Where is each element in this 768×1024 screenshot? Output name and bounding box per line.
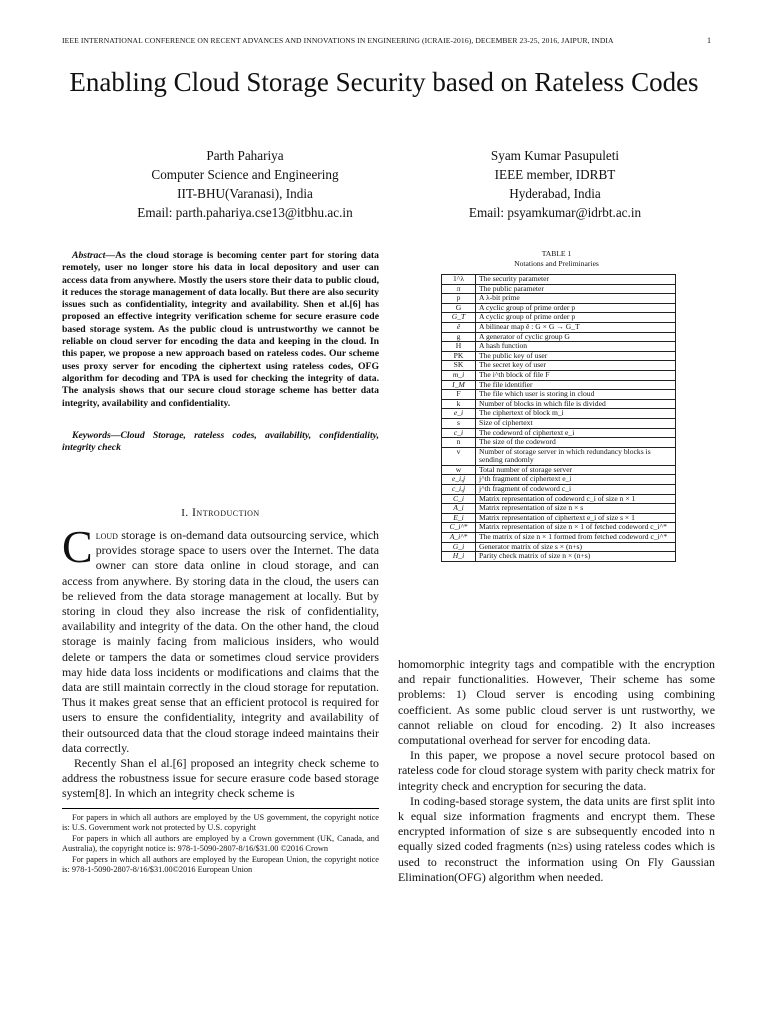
notation-symbol: c_i,j (442, 485, 476, 495)
notation-symbol: e_i,j (442, 475, 476, 485)
author-name: Parth Pahariya (206, 148, 284, 163)
notation-description: Generator matrix of size s × (n+s) (476, 542, 676, 552)
table-row (442, 552, 676, 562)
table-row (442, 332, 676, 342)
notation-symbol: 1^λ (442, 275, 476, 285)
table-row (442, 447, 676, 465)
notation-symbol: H (442, 342, 476, 352)
author-name: Syam Kumar Pasupuleti (490, 148, 620, 163)
notation-description: Number of storage server in which redundancy blocks is sending randomly (476, 447, 676, 465)
author-location: Hyderabad, India (509, 186, 601, 201)
notation-symbol: H_i (442, 552, 476, 562)
notation-symbol: p (442, 294, 476, 304)
notation-symbol: C_i (442, 494, 476, 504)
notation-symbol: SK (442, 361, 476, 371)
author-institution: IIT-BHU(Varanasi), India (177, 186, 313, 201)
table-row (442, 370, 676, 380)
notation-symbol: m_i (442, 370, 476, 380)
author-email: Email: psyamkumar@idrbt.ac.in (468, 205, 642, 220)
notation-symbol: G (442, 303, 476, 313)
author-email: Email: parth.pahariya.cse13@itbhu.ac.in (137, 205, 353, 220)
notation-description: j^th fragment of ciphertext e_i (476, 475, 676, 485)
table-row (442, 390, 676, 400)
notation-description: The i^th block of file F (476, 370, 676, 380)
notation-symbol: C_i^* (442, 523, 476, 533)
table-row (442, 504, 676, 514)
notation-description: A bilinear map ê : G × G → G_T (476, 322, 676, 332)
table-row (442, 409, 676, 419)
author-department: Computer Science and Engineering (151, 167, 339, 182)
keywords: Keywords—Cloud Storage, rateless codes, availability, confidentiality, integrity check (62, 430, 379, 454)
notation-symbol: g (442, 332, 476, 342)
notation-table (441, 274, 676, 562)
notation-description: The codeword of ciphertext e_i (476, 428, 676, 438)
page-number: 1 (707, 36, 711, 45)
notation-symbol: n (442, 438, 476, 448)
notation-symbol: G_T (442, 313, 476, 323)
table-row (442, 351, 676, 361)
notation-description: The public parameter (476, 284, 676, 294)
paragraph: In this paper, we propose a novel secure protocol based on rateless code for cloud storage system with parity check matrix for integrity check and encryption for securing the data. (398, 748, 715, 793)
notation-description: The file which user is storing in cloud (476, 390, 676, 400)
notation-description: The ciphertext of block m_i (476, 409, 676, 419)
notation-symbol: c_i (442, 428, 476, 438)
table-caption (398, 249, 715, 269)
notation-description: Parity check matrix of size n × (n+s) (476, 552, 676, 562)
table-row (442, 428, 676, 438)
paper-title: Enabling Cloud Storage Security based on Rateless Codes (69, 67, 699, 97)
table-row (442, 284, 676, 294)
paragraph: In coding-based storage system, the data units are first split into k equal size information fragments and encrypt them. These encrypted information of size s are subsequently encoded into n equally sized coded fragments (n≥s) using rateless codes which is used to reconstruct the information using On Fly Gaussian Elimination(OFG) algorithm when needed. (398, 793, 715, 884)
intro-paragraph-1 (62, 521, 379, 756)
notation-symbol: ê (442, 322, 476, 332)
lead-word: loud (95, 528, 118, 542)
notation-description: A generator of cyclic group G (476, 332, 676, 342)
table-row (442, 418, 676, 428)
notation-symbol: e_i (442, 409, 476, 419)
section-title: Introduction (191, 505, 260, 519)
section-number: I. (181, 507, 189, 519)
notation-symbol: k (442, 399, 476, 409)
notation-description: The secret key of user (476, 361, 676, 371)
footnotes (62, 808, 379, 875)
table-title: Notations and Preliminaries (514, 259, 599, 268)
notation-description: j^th fragment of codeword c_i (476, 485, 676, 495)
notation-symbol: I_M (442, 380, 476, 390)
notation-description: Matrix representation of codeword c_i of size n × 1 (476, 494, 676, 504)
table-row (442, 322, 676, 332)
abstract (62, 250, 379, 410)
table-row (442, 533, 676, 543)
table-row (442, 275, 676, 285)
table-row (442, 342, 676, 352)
notation-symbol: A_i^* (442, 533, 476, 543)
right-column-text (398, 657, 715, 885)
author-affiliation: IEEE member, IDRBT (494, 167, 616, 182)
notation-description: A cyclic group of prime order p (476, 303, 676, 313)
drop-cap: C (62, 521, 93, 572)
footnote: For papers in which all authors are employed by a Crown government (UK, Canada, and Australia), the copyright notice is: 978-1-5090-2807-8/16/$31.00 ©2016 Crown (62, 833, 379, 854)
table-label: TABLE 1 (541, 249, 572, 258)
notation-description: The file identifier (476, 380, 676, 390)
notation-description: The size of the codeword (476, 438, 676, 448)
introduction-text (62, 521, 379, 802)
notation-symbol: G_i (442, 542, 476, 552)
abstract-label: Abstract (72, 250, 106, 261)
running-head: IEEE INTERNATIONAL CONFERENCE ON RECENT ADVANCES AND INNOVATIONS IN ENGINEERING (ICRAIE-2016), DECEMBER 23-25, 2016, JAIPUR, INDIA (62, 36, 614, 45)
notation-symbol: PK (442, 351, 476, 361)
table-row (442, 361, 676, 371)
abstract-text: —As the cloud storage is becoming center part for storing data remotely, user no longer store his data in local depository and user can access data from anywhere. Mostly the users store their data to public cloud, it reduces the storage management of data locally. But there are also security issues such as confidentiality, integrity and availability. Shen et al.[6] has proposed an effective integrity verification scheme for secure erasure code based storage system. As the public cloud is untrustworthy we cannot be reliable on cloud server for encoding the data and keeping in the cloud. In this paper, we propose a new approach based on rateless codes. Our scheme uses proxy server for encoding the ciphertext using rateless codes, OFG algorithm for decoding and TPA is used for checking the integrity of data. The analysis shows that our secure cloud storage scheme has better data integrity, availability and confidentiality. (62, 250, 379, 409)
notation-description: Number of blocks in which file is divided (476, 399, 676, 409)
author-block-1 (85, 146, 405, 222)
notation-description: Matrix representation of size n × 1 of fetched codeword c_i^* (476, 523, 676, 533)
notation-symbol: π (442, 284, 476, 294)
notation-description: Size of ciphertext (476, 418, 676, 428)
table-row (442, 485, 676, 495)
notation-symbol: s (442, 418, 476, 428)
notation-description: Total number of storage server (476, 465, 676, 475)
paragraph: homomorphic integrity tags and compatible with the encryption and repair functionalities. However, Their scheme has some problems: 1) Cloud server is encoding using combining coefficient. As some public cloud server is unt rustworthy, we cannot reliable on cloud for encoding. 2) It also increases computational overhead for server for encoding data. (398, 657, 715, 748)
notation-description: A hash function (476, 342, 676, 352)
table-row (442, 294, 676, 304)
footnote: For papers in which all authors are employed by the US government, the copyright notice is: U.S. Government work not protected by U.S. copyright (62, 813, 379, 833)
notation-description: The security parameter (476, 275, 676, 285)
notation-description: The public key of user (476, 351, 676, 361)
notation-description: A λ-bit prime (476, 294, 676, 304)
notation-symbol: E_i (442, 513, 476, 523)
notation-symbol: A_i (442, 504, 476, 514)
notation-description: Matrix representation of ciphertext e_i of size s × 1 (476, 513, 676, 523)
notation-description: A cyclic group of prime order p (476, 313, 676, 323)
notation-symbol: v (442, 447, 476, 465)
section-heading (62, 505, 379, 520)
table-row (442, 438, 676, 448)
notation-symbol: F (442, 390, 476, 400)
intro-paragraph-2: Recently Shan el al.[6] proposed an integrity check scheme to address the robustness issue for secure erasure code based storage system[8]. In which an integrity check scheme is (62, 756, 379, 801)
notation-description: Matrix representation of size n × s (476, 504, 676, 514)
notation-symbol: w (442, 465, 476, 475)
notation-description: The matrix of size n × 1 formed from fetched codeword c_i^* (476, 533, 676, 543)
intro-paragraph-1-text: storage is on-demand data outsourcing service, which provides storage space to users over the Internet. The data owner can store data online in cloud storage, and can access from anywhere. By storing data in the cloud, the users can be relieved from the data storage management at locally. But by storing in cloud they also increase the risk of confidentiality, availability and integrity of the data. On the other hand, the cloud storage is mainly facing from malicious insiders, who would delete or tampers the data or sometimes cloud service providers may hide data loss incidents or modifications and claims that the data are still maintain correctly in the cloud storage for reputation. Thus it makes great sense that an efficient protocol is required for users to ensure the confidentiality, integrity and availability of their outsourced data that the cloud storage indeed maintains their data correctly. (62, 528, 379, 755)
author-block-2 (395, 146, 715, 222)
footnote: For papers in which all authors are employed by the European Union, the copyright notice is: 978-1-5090-2807-8/16/$31.00©2016 European Union (62, 854, 379, 875)
